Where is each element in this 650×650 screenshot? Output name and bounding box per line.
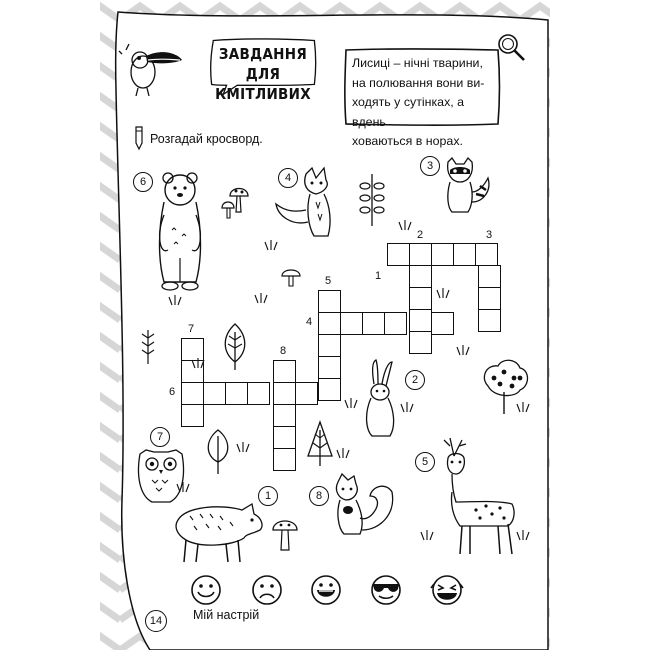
task-heading-line1: ЗАВДАННЯ	[218, 45, 308, 63]
animal-number-squirrel: 8	[309, 486, 329, 506]
animal-number-raccoon: 3	[420, 156, 440, 176]
grinning-face-icon[interactable]	[312, 576, 340, 604]
fox-fact-line: ходять у сутінках, а вдень	[352, 95, 465, 129]
animal-number-boar: 1	[258, 486, 278, 506]
clue-number-5: 5	[325, 275, 332, 287]
happy-face-icon[interactable]	[192, 576, 220, 604]
clue-number-3: 3	[486, 229, 493, 241]
instruction-text: Розгадай кросворд.	[150, 132, 263, 146]
task-heading-line2: ДЛЯ КМІТЛИВИХ	[215, 65, 311, 103]
clue-number-1: 1	[375, 270, 382, 282]
animal-number-deer: 5	[415, 452, 435, 472]
clue-number-4: 4	[306, 316, 313, 328]
mood-label: Мій настрій	[193, 608, 260, 622]
animal-number-bear: 6	[133, 172, 153, 192]
fox-fact-line: ховаються в норах.	[352, 134, 463, 148]
page-number: 14	[145, 610, 167, 632]
fox-fact-line: на полювання вони ви-	[352, 75, 485, 90]
laughing-face-icon[interactable]	[431, 576, 463, 604]
animal-number-fox: 4	[278, 168, 298, 188]
mood-faces	[188, 572, 488, 608]
animal-number-hare: 2	[405, 370, 425, 390]
fox-fact-line: Лисиці – нічні тварини,	[352, 56, 483, 70]
clue-number-7: 7	[188, 323, 195, 335]
sunglasses-face-icon[interactable]	[372, 576, 400, 604]
sad-face-icon[interactable]	[253, 576, 281, 604]
clue-number-6: 6	[169, 386, 176, 398]
clue-number-8: 8	[280, 345, 287, 357]
clue-number-2: 2	[417, 229, 424, 241]
animal-number-owl: 7	[150, 427, 170, 447]
